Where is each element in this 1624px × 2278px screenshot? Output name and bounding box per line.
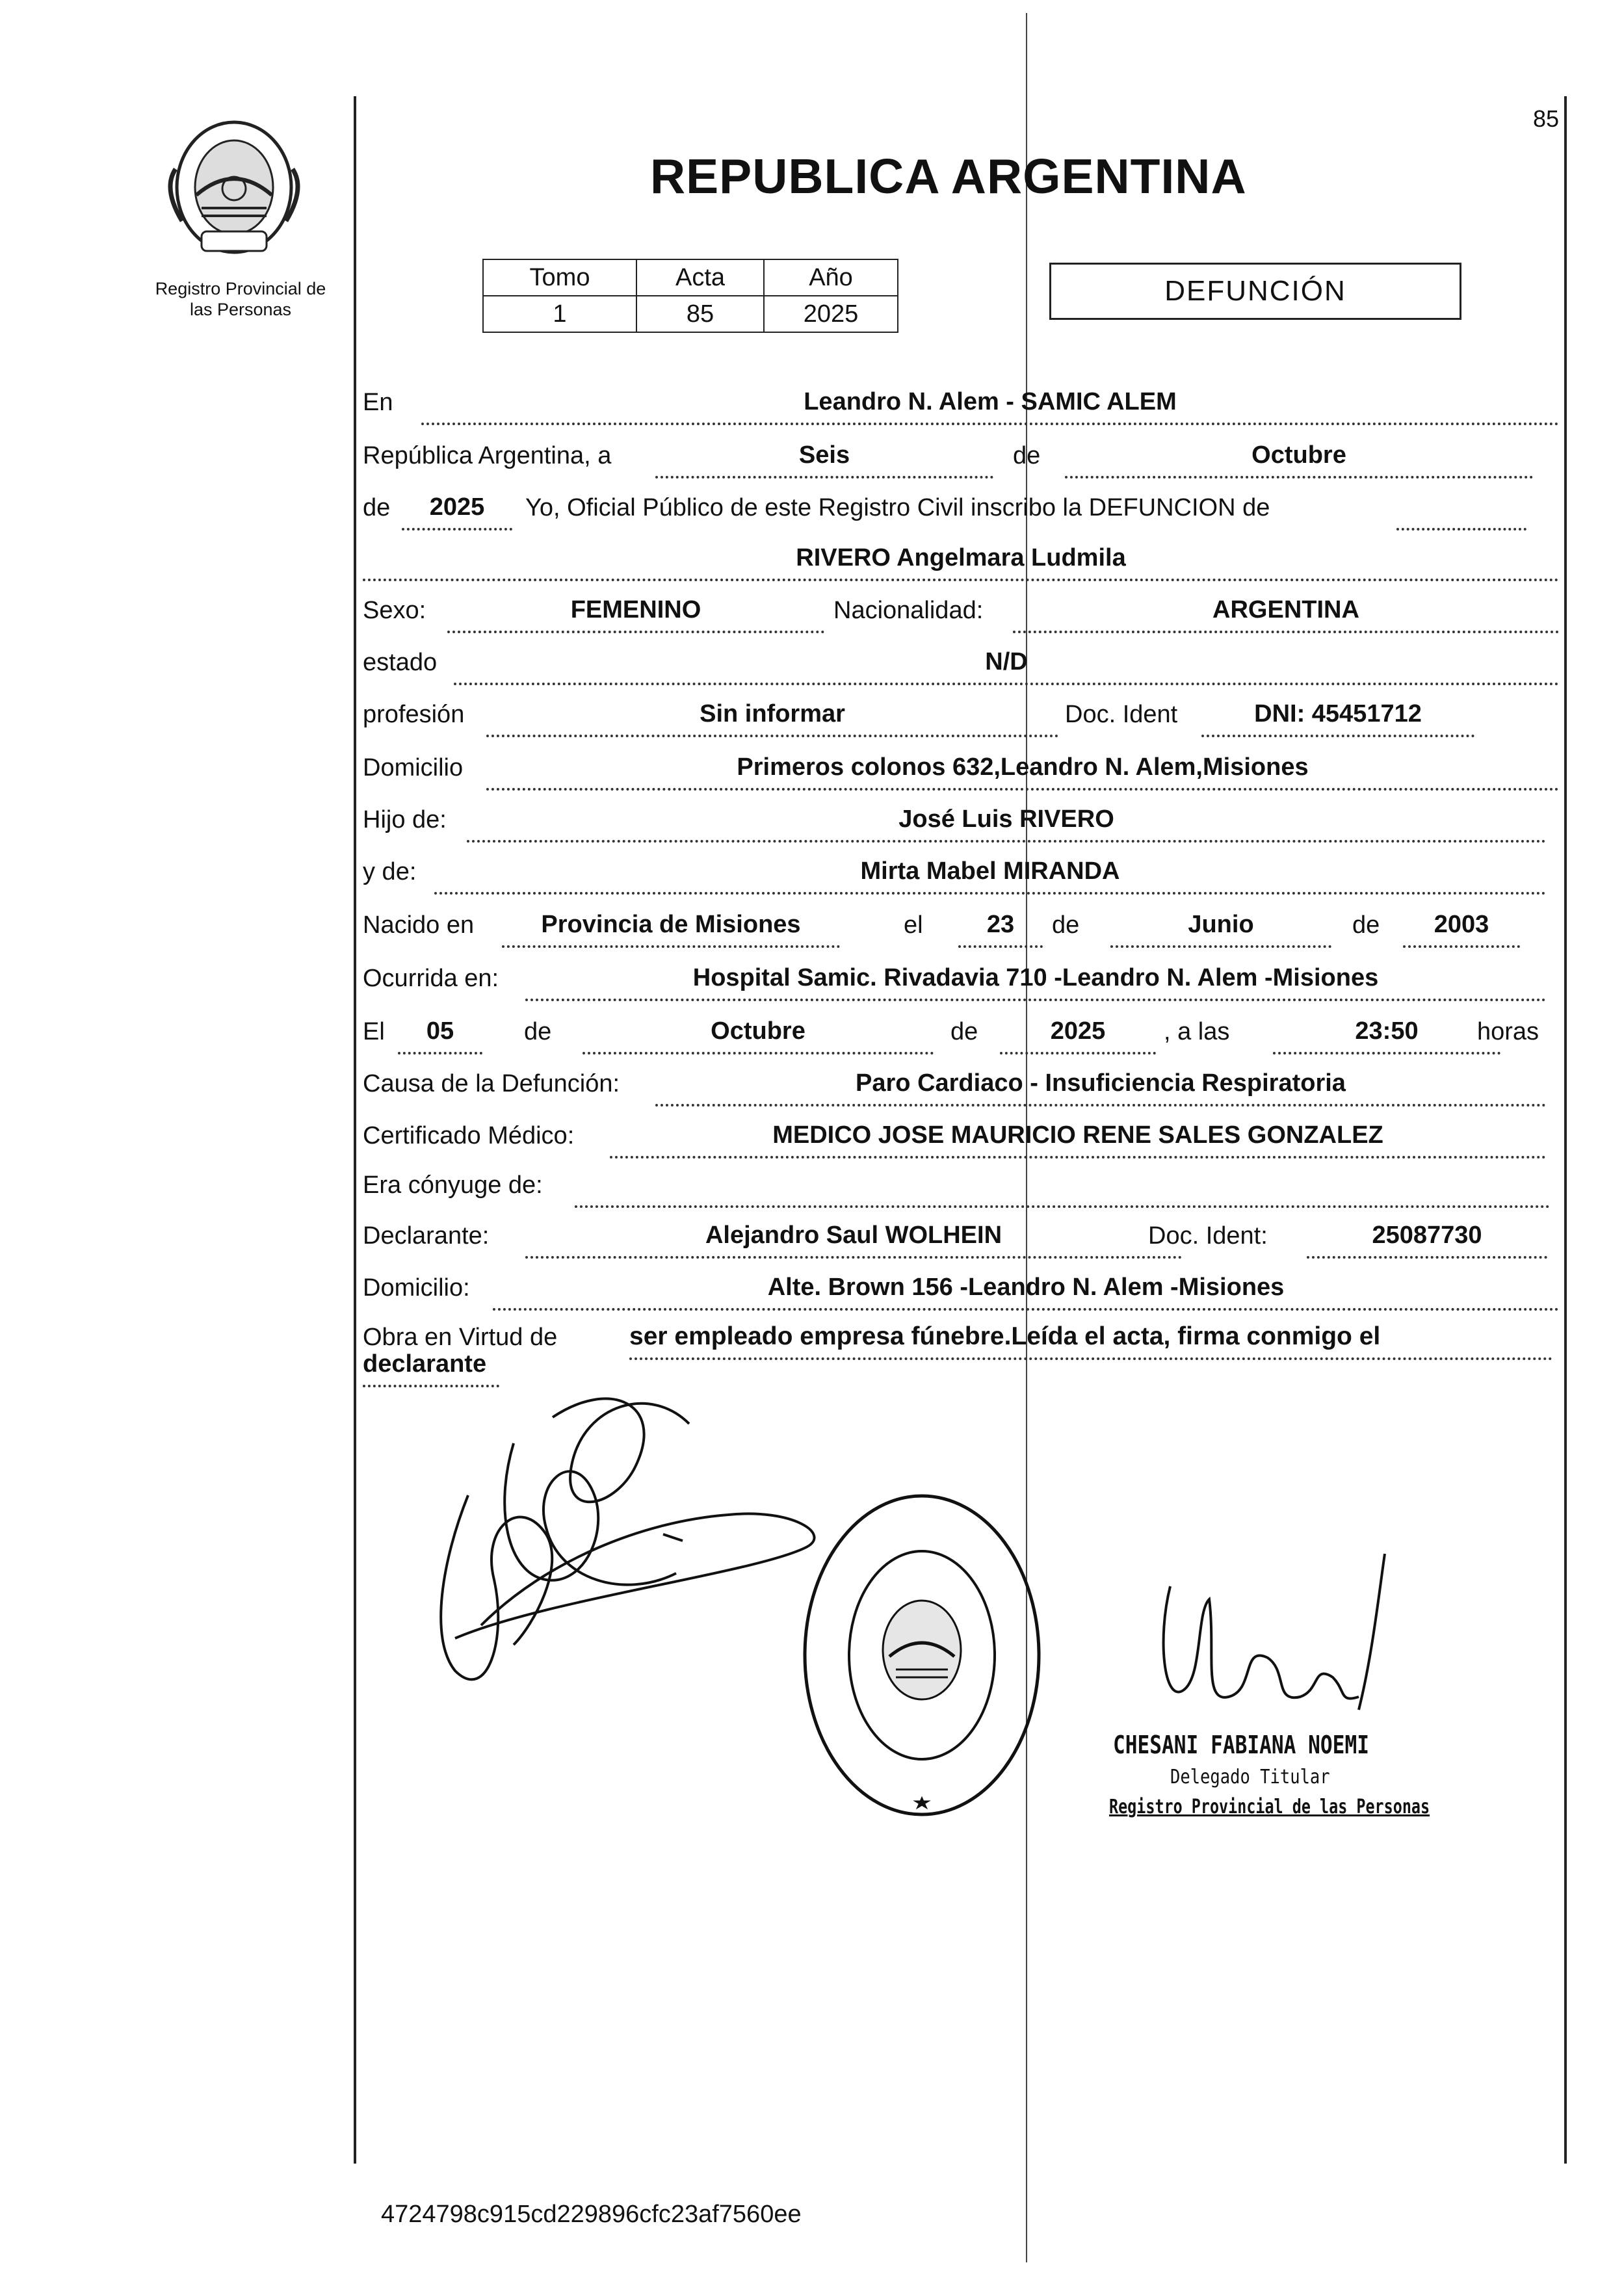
field-birth-day: 23 xyxy=(958,911,1043,948)
label-horas: horas xyxy=(1477,1018,1539,1045)
field-place: Leandro N. Alem - SAMIC ALEM xyxy=(421,389,1559,425)
field-address: Primeros colonos 632,Leandro N. Alem,Misiones xyxy=(486,754,1559,791)
field-year: 2025 xyxy=(402,494,512,530)
row-death-place xyxy=(363,965,1565,1002)
row-cause xyxy=(363,1070,1565,1108)
field-cause: Paro Cardiaco - Insuficiencia Respiratoria xyxy=(655,1070,1546,1106)
page-number: 85 xyxy=(1532,105,1559,132)
document-hash: 4724798c915cd229896cfc23af7560ee xyxy=(381,2201,802,2228)
field-death-month: Octubre xyxy=(583,1018,934,1054)
row-date xyxy=(363,442,1565,480)
field-death-place: Hospital Samic. Rivadavia 710 -Leandro N. Alem -Misiones xyxy=(525,965,1546,1001)
row-death-date xyxy=(363,1018,1565,1056)
field-day-words: Seis xyxy=(655,442,993,478)
row-profession xyxy=(363,701,1565,739)
label-nacionalidad: Nacionalidad: xyxy=(833,597,984,624)
field-death-day: 05 xyxy=(398,1018,482,1054)
label-doc-ident-2: Doc. Ident: xyxy=(1148,1222,1268,1250)
row-place xyxy=(363,389,1565,426)
officer-name: CHESANI FABIANA NOEMI xyxy=(1113,1731,1369,1759)
register-value-ano: 2025 xyxy=(764,296,898,332)
field-sex: FEMENINO xyxy=(447,597,824,633)
registry-label xyxy=(130,278,351,320)
field-death-year: 2025 xyxy=(1000,1018,1156,1054)
row-deceased-name xyxy=(363,545,1565,583)
field-death-time: 23:50 xyxy=(1273,1018,1500,1054)
field-nationality: ARGENTINA xyxy=(1013,597,1559,633)
field-spouse xyxy=(575,1172,1550,1208)
label-de-3: de xyxy=(1052,911,1080,939)
label-de-6: de xyxy=(950,1018,978,1045)
label-domicilio-2: Domicilio: xyxy=(363,1274,470,1302)
label-el: el xyxy=(904,911,923,939)
label-republica: República Argentina, a xyxy=(363,442,612,469)
declarant-signature xyxy=(416,1365,832,1703)
field-birth-month: Junio xyxy=(1110,911,1331,948)
field-document: DNI: 45451712 xyxy=(1201,701,1474,737)
row-address xyxy=(363,754,1565,792)
label-hijo-de: Hijo de: xyxy=(363,806,447,833)
field-profession: Sin informar xyxy=(486,701,1058,737)
registry-label-line1: Registro Provincial de xyxy=(155,279,326,298)
label-domicilio: Domicilio xyxy=(363,754,464,781)
row-year xyxy=(363,494,1565,532)
field-civil-status: N/D xyxy=(454,649,1559,685)
label-yo-oficial: Yo, Oficial Público de este Registro Civil inscribo la DEFUNCION de xyxy=(525,494,1270,521)
register-table xyxy=(482,259,898,333)
register-value-tomo: 1 xyxy=(483,296,636,332)
registry-label-line2: las Personas xyxy=(189,300,292,319)
label-doc-ident: Doc. Ident xyxy=(1065,701,1178,728)
field-father: José Luis RIVERO xyxy=(467,806,1546,843)
officer-signature xyxy=(1144,1547,1417,1729)
document-title: REPUBLICA ARGENTINA xyxy=(650,149,1247,203)
label-de-1: de xyxy=(1013,442,1041,469)
field-mother: Mirta Mabel MIRANDA xyxy=(434,858,1546,895)
field-reason-line1: ser empleado empresa fúnebre.Leída el acta, firma conmigo el xyxy=(629,1324,1552,1360)
label-estado: estado xyxy=(363,649,438,676)
label-el-cap: El xyxy=(363,1018,385,1045)
field-month: Octubre xyxy=(1065,442,1533,478)
field-birth-place: Provincia de Misiones xyxy=(502,911,840,948)
register-value-acta: 85 xyxy=(636,296,764,332)
record-type-box: DEFUNCIÓN xyxy=(1049,263,1461,320)
label-de-2: de xyxy=(363,494,391,521)
label-profesion: profesión xyxy=(363,701,465,728)
row-mother xyxy=(363,858,1565,896)
provincial-crest-logo xyxy=(156,111,312,267)
label-sexo: Sexo: xyxy=(363,597,426,624)
label-y-de: y de: xyxy=(363,858,417,885)
field-blank-1 xyxy=(1396,494,1526,530)
row-civil-status xyxy=(363,649,1565,687)
label-ocurrida-en: Ocurrida en: xyxy=(363,965,499,992)
register-header-tomo: Tomo xyxy=(483,259,636,296)
left-margin-rule xyxy=(354,96,356,2164)
label-en: En xyxy=(363,389,393,416)
label-obra: Obra en Virtud de xyxy=(363,1324,558,1351)
field-declarant: Alejandro Saul WOLHEIN xyxy=(525,1222,1182,1259)
row-sex-nationality xyxy=(363,597,1565,635)
row-physician xyxy=(363,1122,1565,1160)
row-declarant-address xyxy=(363,1274,1565,1312)
label-causa: Causa de la Defunción: xyxy=(363,1070,620,1097)
label-certificado: Certificado Médico: xyxy=(363,1122,575,1149)
officer-office: Registro Provincial de las Personas xyxy=(1109,1796,1430,1818)
row-spouse xyxy=(363,1172,1565,1209)
field-declarant-address: Alte. Brown 156 -Leandro N. Alem -Misiones xyxy=(493,1274,1559,1311)
field-physician: MEDICO JOSE MAURICIO RENE SALES GONZALEZ xyxy=(610,1122,1546,1159)
field-reason-line2: declarante xyxy=(363,1351,499,1387)
register-header-ano: Año xyxy=(764,259,898,296)
field-deceased-name: RIVERO Angelmara Ludmila xyxy=(363,545,1559,581)
field-declarant-doc: 25087730 xyxy=(1307,1222,1547,1259)
label-de-5: de xyxy=(524,1018,552,1045)
field-birth-year: 2003 xyxy=(1403,911,1520,948)
label-a-las: , a las xyxy=(1164,1018,1230,1045)
label-nacido-en: Nacido en xyxy=(363,911,475,939)
row-birth xyxy=(363,911,1565,949)
row-declarant xyxy=(363,1222,1565,1260)
official-seal-stamp xyxy=(798,1486,1045,1831)
register-header-acta: Acta xyxy=(636,259,764,296)
row-father xyxy=(363,806,1565,844)
label-conyuge: Era cónyuge de: xyxy=(363,1172,543,1199)
officer-role: Delegado Titular xyxy=(1170,1766,1330,1788)
label-de-4: de xyxy=(1352,911,1380,939)
label-declarante: Declarante: xyxy=(363,1222,490,1250)
